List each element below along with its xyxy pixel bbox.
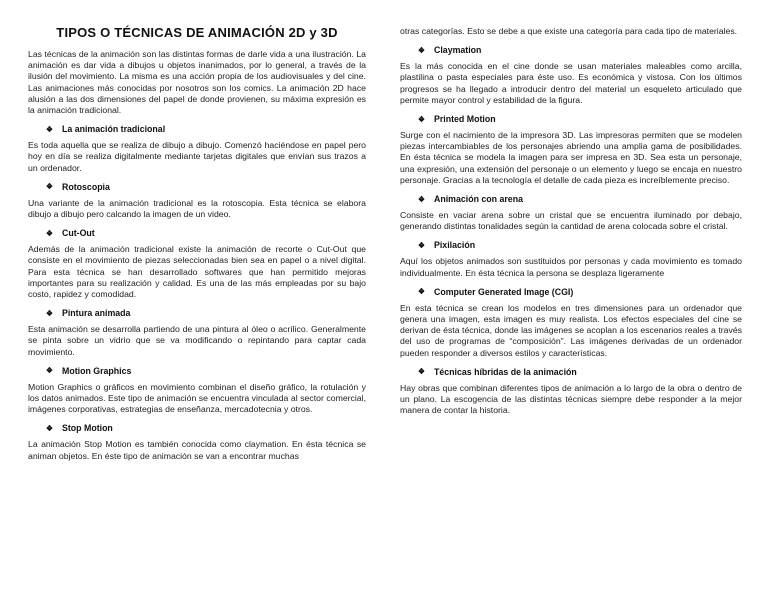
section-heading-rotoscopia [45,181,366,193]
section-text-motion-graphics: Motion Graphics o gráficos en movimiento combinan el diseño gráfico, la rotulación y los datos animados. Este tipo de animación se encuentra vinculada al sector comercial, imágenes corporativas, estrategias de enseñanza, mercadotecnia y otros. [28,381,366,415]
section-text-printed-motion: Surge con el nacimiento de la impresora 3D. Las impresoras permiten que se modelen piezas intercambiables de los personajes abriendo una amplia gama de posibilidades. En ésta técnica se modela la imagen para ser impresa en 3D. Sea esta un personaje, una expresión, una extensión del personaje o un elemento y luego se encaja en nuestro personaje. Gracias a la tecnología el detalle de cada pieza es increíblemente preciso. [400,130,742,185]
section-text-rotoscopia: Una variante de la animación tradicional es la rotoscopia. Esta técnica se elabora dibujo a dibujo pero calcando la imagen de un video. [28,197,366,220]
section-heading-label: Computer Generated Image (CGI) [434,286,574,297]
section-heading-animacion-con-arena [417,193,742,205]
document-title: TIPOS O TÉCNICAS DE ANIMACIÓN 2D y 3D [56,25,338,40]
section-text-pixilacion: Aquí los objetos animados son sustituidos por personas y cada movimiento es tomado individualmente. En ésta técnica la persona se desplaza ligeramente [400,256,742,278]
section-heading-label: Stop Motion [62,423,113,434]
section-heading-label: Claymation [434,45,482,56]
section-heading-pixilacion [417,239,742,251]
section-heading-label: Rotoscopia [62,181,110,192]
four-diamond-star-icon: ❖ [45,124,54,134]
left-column [28,0,366,462]
section-text-stop-motion-continued: otras categorías. Esto se debe a que existe una categoría para cada tipo de materiales. [400,26,738,36]
section-text-cgi: En esta técnica se crean los modelos en tres dimensiones para un ordenador que genera una imagen, esta imagen es muy realista. Los efectos especiales del cine se derivan de ésta técnica, donde las imágenes se acoplan a los escenarios reales a través del uso de programas de “composición”. Las imágenes derivadas de un ordenador pueden responder a diversos estilos y características. [400,302,742,358]
intro-paragraph: Las técnicas de la animación son las distintas formas de darle vida a una ilustración. La animación es dar vida a dibujos u objetos inanimados, por lo general, a través de la ilusión del movimiento. La misma es una acción propia de los audiovisuales y del cine. Las animaciones más conocidas por nosotros son los comics. La animación 2D hace alusión a las dos dimensiones del papel de donde provienen, su máxima expresión es la animación tradicional. [28,49,366,116]
four-diamond-star-icon: ❖ [417,45,426,55]
section-text-pintura-animada: Esta animación se desarrolla partiendo de una pintura al óleo o acrílico. Generalmente se pinta sobre un vidrio que se va modificando o repintando para captar cada movimiento. [28,324,366,357]
section-text-animacion-con-arena: Consiste en vaciar arena sobre un cristal que se encuentra iluminado por debajo, generando distintas tonalidades según la cantidad de arena colocada sobre el cristal. [400,210,742,232]
four-diamond-star-icon: ❖ [417,367,426,377]
section-heading-animacion-tradicional [45,123,366,135]
four-diamond-star-icon: ❖ [417,194,426,204]
section-heading-label: Motion Graphics [62,365,132,376]
four-diamond-star-icon: ❖ [45,423,54,433]
four-diamond-star-icon: ❖ [45,366,54,376]
section-heading-label: Printed Motion [434,114,496,125]
section-heading-claymation [417,44,742,56]
four-diamond-star-icon: ❖ [417,240,426,250]
section-heading-stop-motion [45,422,366,434]
section-heading-cut-out [45,227,366,239]
right-column [400,0,742,416]
section-heading-cgi [417,286,742,298]
section-text-cut-out: Además de la animación tradicional existe la animación de recorte o Cut-Out que consiste en el movimiento de piezas seleccionadas bien sea en papel o a nivel digital. Para esta técnica se han desarrollado softwares que han permitido mejoras importantes para su realización y calidad. Es una de las más empleadas por su bajo costo, rapidez y comodidad. [28,244,366,300]
section-heading-label: La animación tradicional [62,124,166,135]
section-heading-label: Cut-Out [62,228,95,239]
section-heading-label: Técnicas híbridas de la animación [434,366,577,377]
four-diamond-star-icon: ❖ [417,287,426,297]
four-diamond-star-icon: ❖ [45,182,54,192]
section-heading-pintura-animada [45,307,366,319]
four-diamond-star-icon: ❖ [417,114,426,124]
section-heading-motion-graphics [45,365,366,377]
section-text-animacion-tradicional: Es toda aquella que se realiza de dibujo a dibujo. Comenzó haciéndose en papel pero hoy en día se realiza digitalmente mediante tarjetas digitales que envían sus trazos a un ordenador. [28,140,366,173]
section-heading-label: Animación con arena [434,194,523,205]
section-text-claymation: Es la más conocida en el cine donde se usan materiales maleables como arcilla, plastilina o pasta especiales para éste uso. Es económica y vistosa. Con los últimos progresos se ha llegado a introducir dentro del material un esqueleto articulado que permite mayor control y estabilidad de la figura. [400,61,742,105]
section-heading-label: Pintura animada [62,308,131,319]
four-diamond-star-icon: ❖ [45,228,54,238]
section-heading-tecnicas-hibridas [417,366,742,378]
section-text-stop-motion: La animación Stop Motion es también conocida como claymation. En ésta técnica se animan objetos. En éste tipo de animación se van a encontrar muchas [28,439,366,461]
section-heading-label: Pixilación [434,240,476,251]
four-diamond-star-icon: ❖ [45,308,54,318]
section-heading-printed-motion [417,113,742,125]
section-text-tecnicas-hibridas: Hay obras que combinan diferentes tipos de animación a lo largo de la obra o dentro de un plano. La escogencia de las distintas técnicas siempre debe responder a la mejor manera de contar la historia. [400,382,742,416]
